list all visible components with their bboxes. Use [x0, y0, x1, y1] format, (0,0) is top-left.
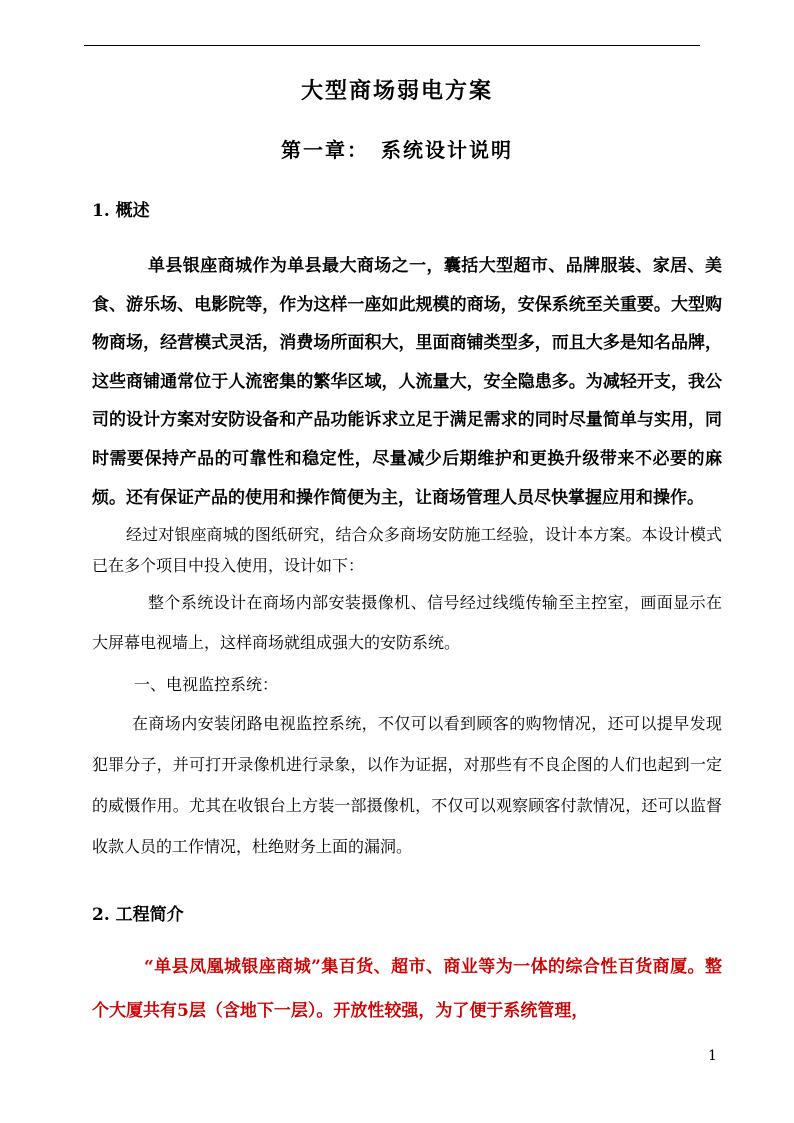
overview-paragraph-3: 整个系统设计在商场内部安装摄像机、信号经过线缆传输至主控室，画面显示在大屏幕电视墙上，这样商场就组成强大的安防系统。	[92, 593, 722, 652]
project-paragraph: “单县凤凰城银座商城”集百货、超市、商业等为一体的综合性百货商厦。整个大厦共有5层（含地下一层）。开放性较强，为了便于系统管理，	[92, 957, 722, 1021]
section-heading-overview: 1. 概述	[92, 201, 150, 221]
section-heading-project: 2. 工程简介	[92, 905, 184, 925]
subheading-cctv: 一、电视监控系统：	[134, 675, 279, 694]
header-rule	[84, 45, 700, 46]
overview-paragraph-2: 经过对银座商城的图纸研究，结合众多商场安防施工经验，设计本方案。本设计模式已在多个项目中投入使用，设计如下：	[92, 525, 722, 575]
document-title: 大型商场弱电方案	[300, 78, 493, 104]
chapter-heading: 第一章： 系统设计说明	[281, 138, 513, 162]
cctv-paragraph: 在商场内安装闭路电视监控系统，不仅可以看到顾客的购物情况，还可以提早发现犯罪分子，并可打开录像机进行录象，以作为证据，对那些有不良企图的人们也起到一定的威慑作用。尤其在收银台上方装一部摄像机，不仅可以观察顾客付款情况，还可以监督收款人员的工作情况，杜绝财务上面的漏洞。	[92, 714, 722, 856]
page-number: 1	[708, 1048, 717, 1064]
overview-paragraph-1: 单县银座商城作为单县最大商场之一，囊括大型超市、品牌服装、家居、美食、游乐场、电影院等，作为这样一座如此规模的商场，安保系统至关重要。大型购物商场，经营模式灵活，消费场所面积大，里面商铺类型多，而且大多是知名品牌，这些商铺通常位于人流密集的繁华区域，人流量大，安全隐患多。为减轻开支，我公司的设计方案对安防设备和产品功能诉求立足于满足需求的同时尽量简单与实用，同时需要保持产品的可靠性和稳定性，尽量减少后期维护和更换升级带来不必要的麻烦。还有保证产品的使用和操作简便为主，让商场管理人员尽快掌握应用和操作。	[92, 256, 722, 508]
